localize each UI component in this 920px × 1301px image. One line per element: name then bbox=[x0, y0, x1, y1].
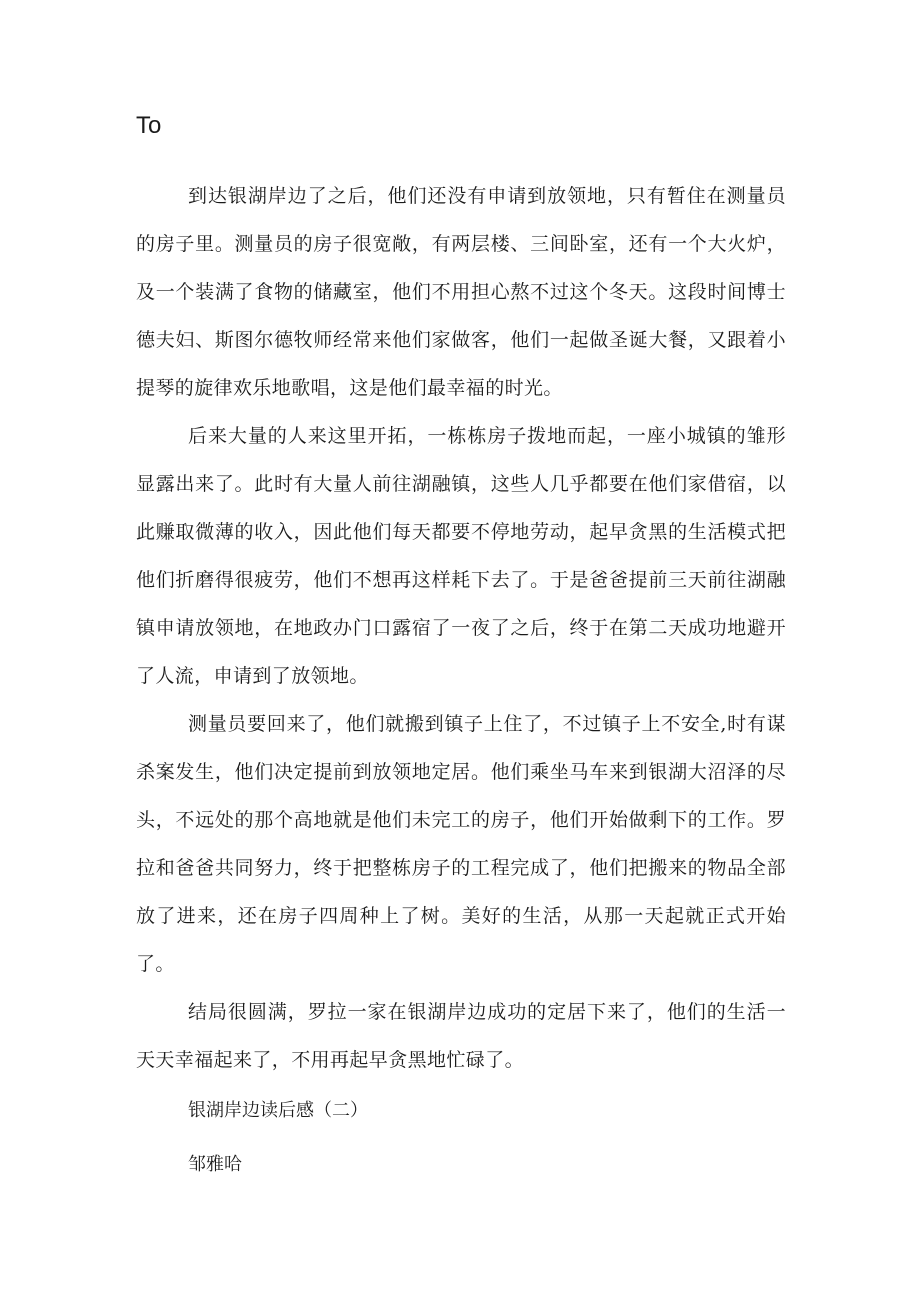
document-heading: To bbox=[136, 112, 162, 139]
paragraph-1: 到达银湖岸边了之后，他们还没有申请到放领地，只有暂住在测量员的房子里。测量员的房子很宽敞，有两层楼、三间卧室，还有一个大火炉，及一个装满了食物的储藏室，他们不用担心熬不过这个冬天。这段时间博士德夫妇、斯图尔德牧师经常来他们家做客，他们一起做圣诞大餐，又跟着小提琴的旋律欢乐地歌唱，这是他们最幸福的时光。 bbox=[136, 185, 786, 399]
paragraph-3: 测量员要回来了，他们就搬到镇子上住了，不过镇子上不安全,时有谋杀案发生，他们决定提前到放领地定居。他们乘坐马车来到银湖大沼泽的尽头，不远处的那个高地就是他们未完工的房子，他们开始做剩下的工作。罗拉和爸爸共同努力，终于把整栋房子的工程完成了，他们把搬来的物品全部放了进来，还在房子四周种上了树。美好的生活，从那一天起就正式开始了。 bbox=[136, 713, 786, 975]
section-subtitle: 银湖岸边读后感（二） bbox=[188, 1100, 368, 1121]
paragraph-2: 后来大量的人来这里开拓，一栋栋房子拨地而起，一座小城镇的雏形显露出来了。此时有大量人前往湖融镇，这些人几乎都要在他们家借宿，以此赚取微薄的收入，因此他们每天都要不停地劳动，起早贪黑的生活模式把他们折磨得很疲劳，他们不想再这样耗下去了。于是爸爸提前三天前往湖融镇申请放领地，在地政办门口露宿了一夜了之后，终于在第二天成功地避开了人流，申请到了放领地。 bbox=[136, 425, 786, 687]
author-name: 邹雅哈 bbox=[188, 1154, 242, 1175]
document-body bbox=[136, 172, 786, 1192]
paragraph-4: 结局很圆满，罗拉一家在银湖岸边成功的定居下来了，他们的生活一天天幸福起来了，不用再起早贪黑地忙碌了。 bbox=[136, 1001, 786, 1071]
